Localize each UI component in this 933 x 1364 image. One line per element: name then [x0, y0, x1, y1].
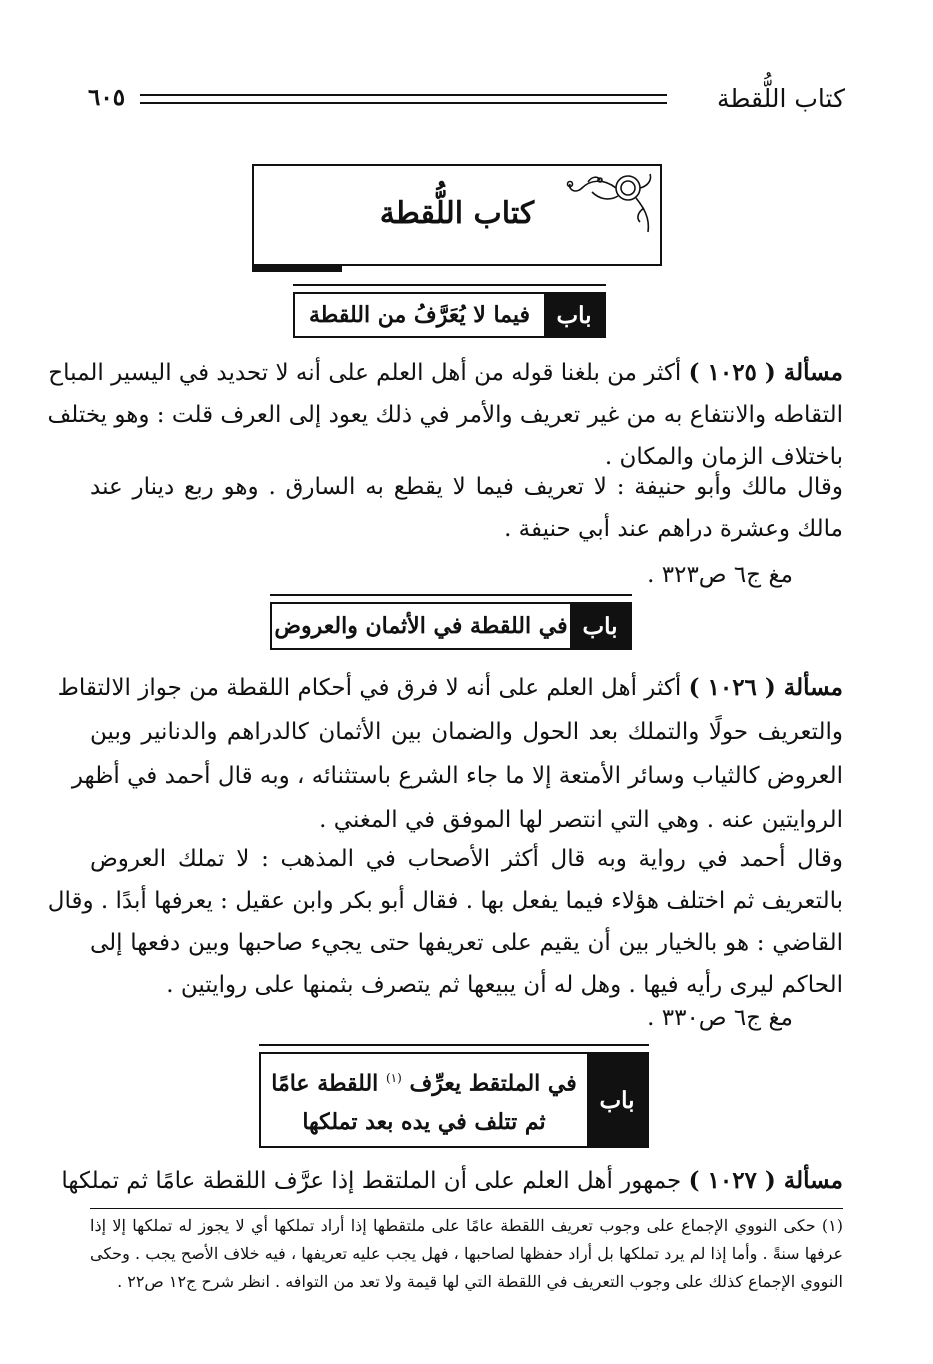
text-line: الروايتين عنه . وهي التي انتصر لها الموفق في المغني . [319, 807, 843, 833]
chapter-title-part: اللقطة عامًا [271, 1070, 379, 1097]
page-number: ٦٠٥ [88, 84, 126, 111]
footnote-marker: (١) [385, 1071, 402, 1086]
footnote-separator [90, 1208, 843, 1209]
chapter-heading-2 [270, 602, 632, 650]
box-shadow-bar [252, 266, 342, 272]
chapter-title-part: في الملتقط يعرِّف [409, 1070, 577, 1097]
text-line: أكثر أهل العلم على أنه لا فرق في أحكام اللقطة من جواز الالتقاط [57, 675, 682, 701]
text-line: مالك وعشرة دراهم عند أبي حنيفة . [504, 516, 843, 542]
chapter-title: فيما لا يُعَرَّفُ من اللقطة [308, 302, 531, 328]
source-reference: مغ ج٦ ص٣٣٠ . [647, 1005, 793, 1031]
chapter-label: باب [570, 604, 630, 648]
chapter-overline [259, 1044, 649, 1046]
text-line: جمهور أهل العلم على أن الملتقط إذا عرَّف اللقطة عامًا ثم تملكها [61, 1168, 682, 1194]
masala-number: مسألة ( ١٠٢٧ ) [688, 1167, 843, 1194]
text-line: العروض كالثياب وسائر الأمتعة إلا ما جاء الشرع باستثنائه ، وبه قال أحمد في أظهر [71, 763, 843, 789]
book-title: كتاب اللُّقطة [379, 196, 535, 231]
paragraph-masala-1027 [61, 1160, 843, 1202]
masala-number: مسألة ( ١٠٢٥ ) [688, 359, 843, 386]
text-line: القاضي : هو بالخيار بين أن يقيم على تعريفها حتى يجيء صاحبها وبين دفعها إلى [90, 930, 843, 956]
footnote [90, 1212, 843, 1296]
chapter-title: في اللقطة في الأثمان والعروض [274, 613, 568, 639]
text-line: وقال أحمد في رواية وبه قال أكثر الأصحاب في المذهب : لا تملك العروض [90, 846, 843, 872]
footnote-line: عرفها سنةً . وأما إذا لم يرد تملكها بل أراد حفظها لصاحبها ، فهل يجب عليه تعريفها ، فيه خلاف الأصح يجب . وحكى [90, 1244, 843, 1263]
text-line: الحاكم ليرى رأيه فيها . وهل له أن يبيعها ثم يتصرف بثمنها على روايتين . [166, 972, 843, 998]
chapter-title-line-1 [271, 1059, 577, 1102]
source-reference: مغ ج٦ ص٣٢٣ . [647, 562, 793, 588]
paragraph [47, 838, 843, 1006]
chapter-heading-3 [259, 1052, 649, 1148]
chapter-overline [293, 284, 606, 286]
masala-number: مسألة ( ١٠٢٦ ) [688, 674, 843, 701]
text-line: أكثر من بلغنا قوله من أهل العلم على أنه لا تحديد في اليسير المباح [48, 360, 682, 386]
paragraph-masala-1026 [57, 666, 843, 842]
chapter-title-line-2: ثم تتلف في يده بعد تملكها [302, 1108, 546, 1135]
paragraph-masala-1025 [47, 352, 843, 478]
footnote-line: النووي الإجماع كذلك على وجوب التعريف في اللقطة التي لها قيمة ولا تعد من التوافه . انظر شرح ج١٢ ص٢٢ . [117, 1272, 843, 1291]
text-line: وقال مالك وأبو حنيفة : لا تعريف فيما لا يقطع به السارق . وهو ربع دينار عند [90, 474, 843, 500]
book-title-box [252, 164, 662, 266]
header-rule [140, 94, 667, 104]
paragraph [90, 466, 843, 550]
text-line: بالتعريف ثم اختلف هؤلاء فيما يفعل بها . فقال أبو بكر وابن عقيل : يعرفها أبدًا . وقال [47, 888, 843, 914]
text-line: التقاطه والانتفاع به من غير تعريف والأمر في ذلك يعود إلى العرف قلت : وهو يختلف [47, 402, 843, 428]
text-line: باختلاف الزمان والمكان . [604, 444, 843, 470]
chapter-label: باب [587, 1054, 647, 1146]
chapter-overline [270, 594, 632, 596]
chapter-label: باب [544, 294, 604, 336]
chapter-title [261, 1054, 587, 1146]
footnote-line: (١) حكى النووي الإجماع على وجوب تعريف اللقطة عامًا على ملتقطها إذا أراد تملكها أي لا يجوز له تملكها إلا إذا [90, 1216, 843, 1235]
text-line: والتعريف حولًا والتملك بعد الحول والضمان بين الأثمان كالدراهم والدنانير وبين [90, 719, 843, 745]
chapter-heading-1 [293, 292, 606, 338]
running-title: كتاب اللُّقطة [717, 84, 845, 113]
running-header [88, 84, 845, 118]
